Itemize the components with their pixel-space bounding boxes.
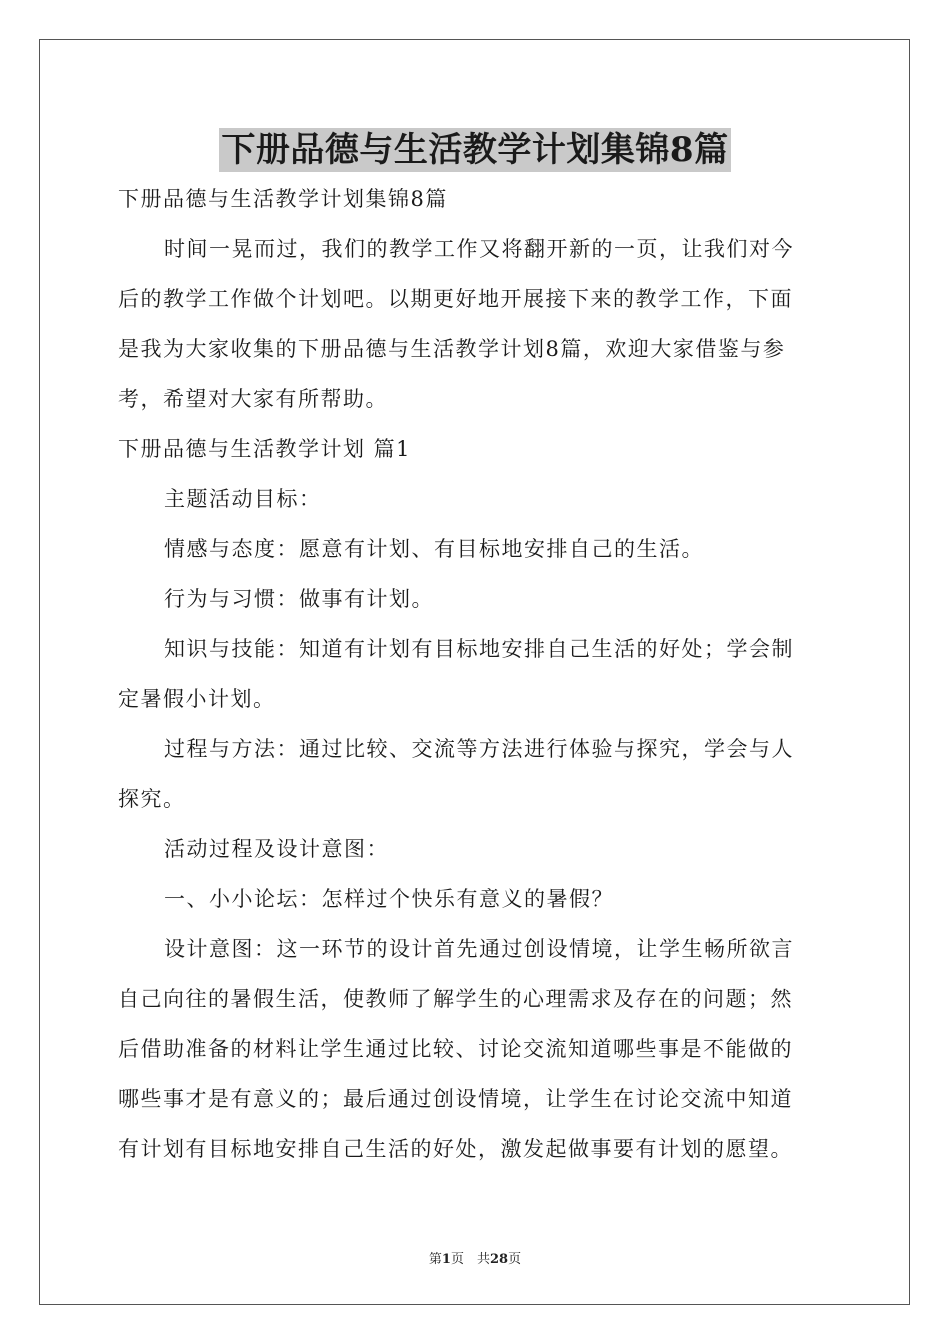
total-page-count: 28: [489, 1252, 509, 1267]
paragraph-line: 是我为大家收集的下册品德与生活教学计划8篇，欢迎大家借鉴与参: [118, 337, 786, 361]
subtitle-line: 下册品德与生活教学计划集锦8篇: [118, 187, 448, 211]
paragraph-line: 情感与态度：愿意有计划、有目标地安排自己的生活。: [164, 537, 704, 561]
document-title: 下册品德与生活教学计划集锦8篇: [221, 130, 729, 170]
paragraph-line: 活动过程及设计意图：: [164, 837, 389, 861]
footer-mid: 页 共: [450, 1252, 490, 1267]
paragraph-line: 知识与技能：知道有计划有目标地安排自己生活的好处；学会制: [164, 637, 794, 661]
paragraph-line: 过程与方法：通过比较、交流等方法进行体验与探究，学会与人: [164, 737, 794, 761]
page-footer: [0, 1248, 950, 1267]
paragraph-line: 探究。: [118, 787, 186, 811]
title-container: [0, 128, 950, 172]
paragraph-line: 哪些事才是有意义的；最后通过创设情境，让学生在讨论交流中知道: [118, 1087, 793, 1111]
footer-prefix: 第: [428, 1252, 442, 1267]
paragraph-line: 一、小小论坛：怎样过个快乐有意义的暑假？: [164, 887, 614, 911]
current-page-number: 1: [441, 1252, 451, 1267]
paragraph-line: 定暑假小计划。: [118, 687, 276, 711]
paragraph-line: 考，希望对大家有所帮助。: [118, 387, 388, 411]
paragraph-line: 自己向往的暑假生活，使教师了解学生的心理需求及存在的问题；然: [118, 987, 793, 1011]
paragraph-line: 行为与习惯：做事有计划。: [164, 587, 434, 611]
paragraph-line: 有计划有目标地安排自己生活的好处，激发起做事要有计划的愿望。: [118, 1137, 793, 1161]
paragraph-line: 后借助准备的材料让学生通过比较、讨论交流知道哪些事是不能做的: [118, 1037, 793, 1061]
footer-suffix: 页: [508, 1252, 522, 1267]
document-body: [118, 178, 834, 1178]
section-heading: 下册品德与生活教学计划 篇1: [118, 437, 412, 461]
paragraph-line: 后的教学工作做个计划吧。以期更好地开展接下来的教学工作，下面: [118, 287, 793, 311]
paragraph-line: 时间一晃而过，我们的教学工作又将翻开新的一页，让我们对今: [164, 237, 794, 261]
paragraph-line: 主题活动目标：: [164, 487, 322, 511]
paragraph-line: 设计意图：这一环节的设计首先通过创设情境，让学生畅所欲言: [164, 937, 794, 961]
